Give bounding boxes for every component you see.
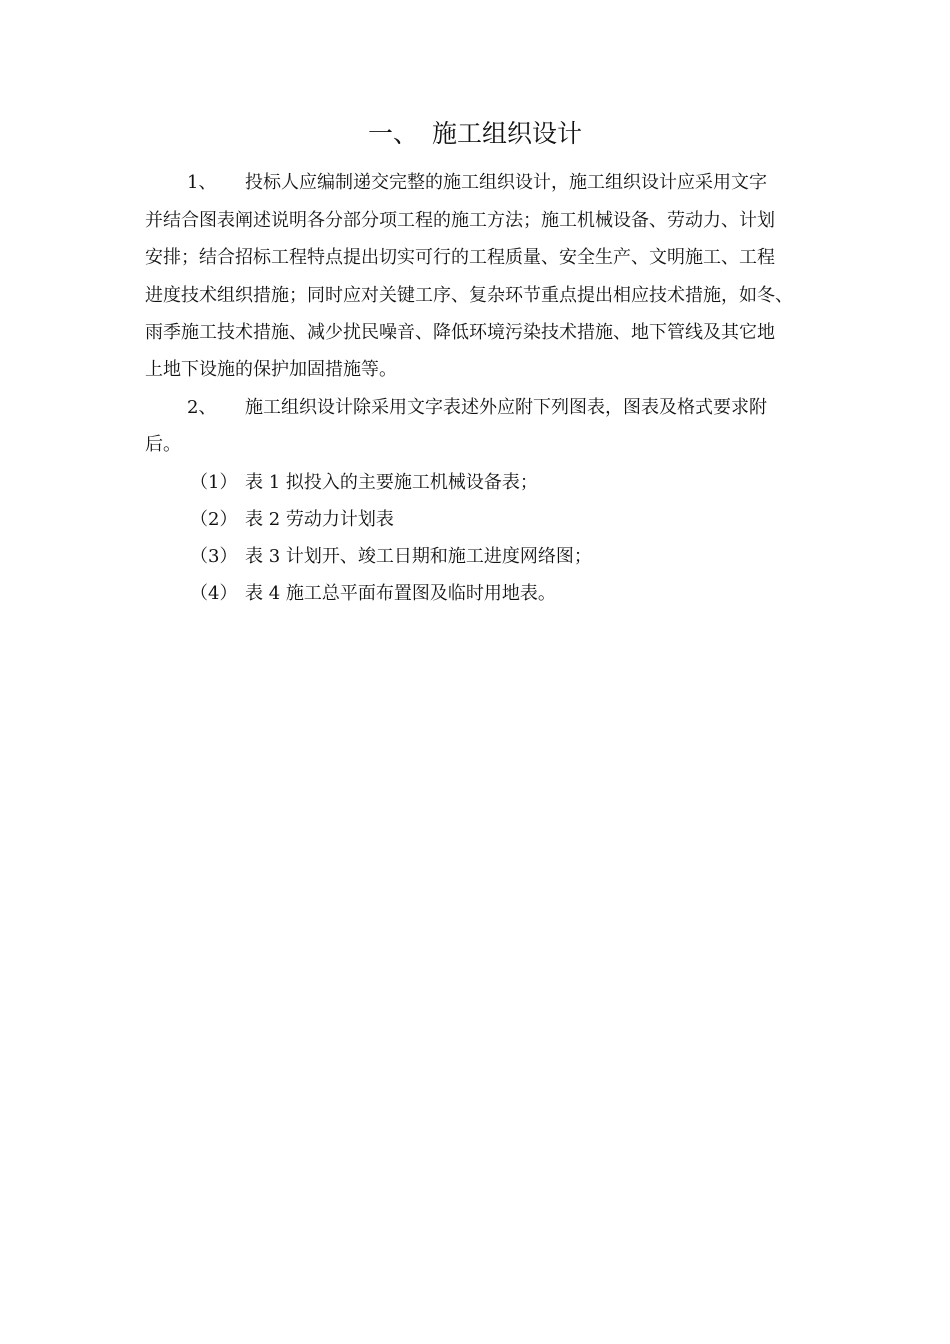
list-item-4-number: （4） (190, 583, 238, 604)
section-title (0, 116, 950, 152)
list-item-4 (190, 582, 556, 606)
paragraph-2-line-1 (187, 396, 767, 420)
paragraph-2-line-2: 后。 (145, 434, 181, 455)
list-item-2-text: 表 2 劳动力计划表 (245, 509, 394, 530)
paragraph-1-line-2: 并结合图表阐述说明各分部分项工程的施工方法；施工机械设备、劳动力、计划 (145, 210, 775, 231)
paragraph-1-number: 1、 (187, 172, 217, 193)
paragraph-1-line-4: 进度技术组织措施；同时应对关键工序、复杂环节重点提出相应技术措施，如冬、 (145, 285, 793, 306)
section-title-text: 施工组织设计 (432, 119, 583, 148)
section-number: 一、 (367, 119, 418, 148)
list-item-2 (190, 508, 394, 532)
paragraph-1-line-6: 上地下设施的保护加固措施等。 (145, 359, 397, 380)
paragraph-1-line-3: 安排；结合招标工程特点提出切实可行的工程质量、安全生产、文明施工、工程 (145, 247, 775, 268)
paragraph-2-number: 2、 (187, 397, 217, 418)
paragraph-1-line-1-text: 投标人应编制递交完整的施工组织设计，施工组织设计应采用文字 (245, 172, 767, 193)
list-item-3-number: （3） (190, 546, 238, 567)
list-item-1-text: 表 1 拟投入的主要施工机械设备表； (245, 472, 538, 493)
paragraph-2-line-1-text: 施工组织设计除采用文字表述外应附下列图表，图表及格式要求附 (245, 397, 767, 418)
paragraph-1-line-5: 雨季施工技术措施、减少扰民噪音、降低环境污染技术措施、地下管线及其它地 (145, 322, 775, 343)
paragraph-1-line-1 (187, 171, 767, 195)
list-item-4-text: 表 4 施工总平面布置图及临时用地表。 (245, 583, 556, 604)
list-item-3-text: 表 3 计划开、竣工日期和施工进度网络图； (245, 546, 592, 567)
list-item-1 (190, 471, 538, 495)
list-item-2-number: （2） (190, 509, 238, 530)
list-item-1-number: （1） (190, 472, 238, 493)
list-item-3 (190, 545, 592, 569)
